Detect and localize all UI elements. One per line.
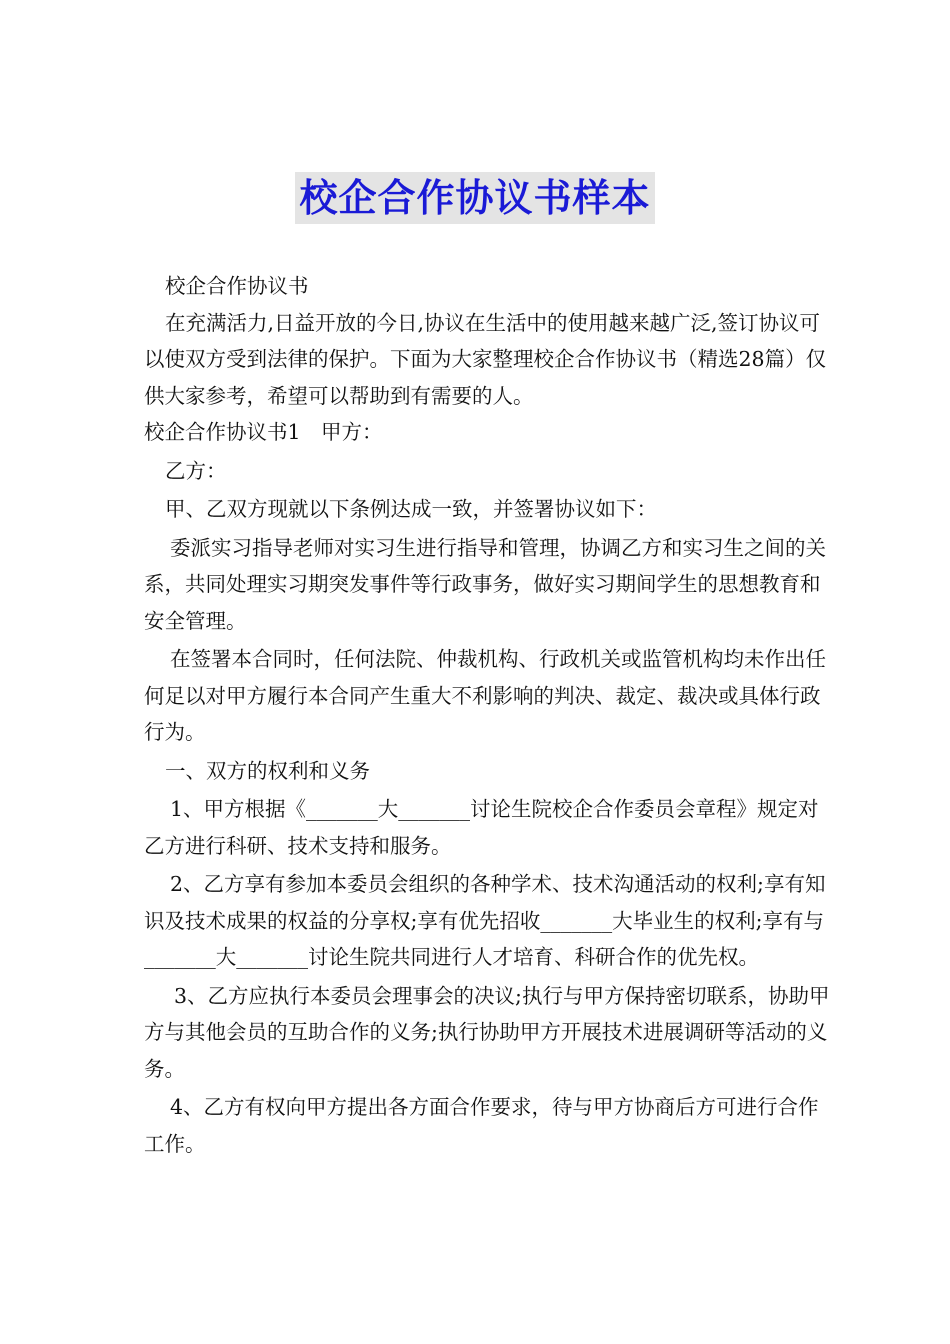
paragraph-intro: 在充满活力,日益开放的今日,协议在生活中的使用越来越广泛,签订协议可以使双方受到法律的保护。下面为大家整理校企合作协议书（精选28篇）仅供大家参考，希望可以帮助到有需要的人。 [144,310,827,408]
section-heading-rights: 一、双方的权利和义务 [165,758,370,783]
document-title: 校企合作协议书样本 [295,172,654,224]
paragraph-signing: 在签署本合同时，任何法院、仲裁机构、行政机关或监管机构均未作出任何足以对甲方履行本合同产生重大不利影响的判决、裁定、裁决或具体行政行为。 [144,647,826,744]
paragraph-instructor: 委派实习指导老师对实习生进行指导和管理，协调乙方和实习生之间的关系，共同处理实习期突发事件等行政事务，做好实习期间学生的思想教育和安全管理。 [144,535,826,633]
paragraph-party-b: 乙方： [165,458,227,483]
paragraph-heading: 校企合作协议书 [165,274,309,298]
document-body [144,268,834,1162]
clause-2: 2、乙方享有参加本委员会组织的各种学术、技术沟通活动的权利;享有知识及技术成果的权益的分享权;享有优先招收_______大毕业生的权利;享有与_______大_______讨论生院共同进行人才培育、科研合作的优先权。 [144,872,826,969]
paragraph-agreement: 甲、乙双方现就以下条例达成一致，并签署协议如下： [165,497,657,521]
clause-4: 4、乙方有权向甲方提出各方面合作要求，待与甲方协商后方可进行合作工作。 [144,1095,819,1156]
clause-3: 3、乙方应执行本委员会理事会的决议;执行与甲方保持密切联系，协助甲方与其他会员的互助合作的义务;执行协助甲方开展技术进展调研等活动的义务。 [144,983,830,1081]
clause-1: 1、甲方根据《_______大_______讨论生院校企合作委员会章程》规定对乙方进行科研、技术支持和服务。 [144,797,819,858]
paragraph-party-a: 校企合作协议书1 甲方： [144,420,383,444]
title-container [0,172,950,224]
